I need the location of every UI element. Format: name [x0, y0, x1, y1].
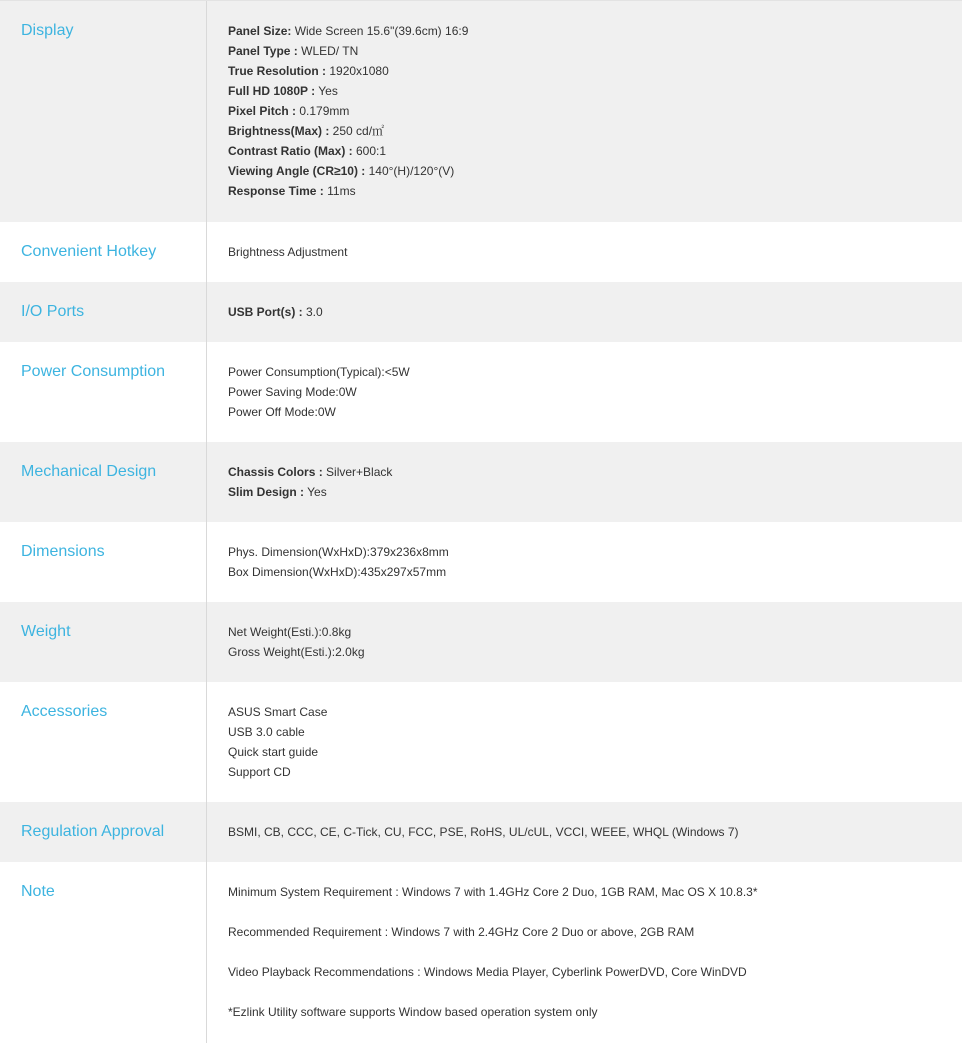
spec-text: Phys. Dimension(WxHxD):379x236x8mm	[228, 545, 449, 559]
spec-key: Slim Design :	[228, 485, 305, 499]
spec-label: I/O Ports	[0, 282, 207, 342]
spec-row	[0, 342, 962, 442]
spec-label: Weight	[0, 602, 207, 682]
spec-text: USB 3.0 cable	[228, 725, 305, 739]
spec-text: 11ms	[323, 184, 356, 198]
spec-line	[228, 382, 962, 402]
spec-value	[207, 602, 962, 682]
spec-line	[228, 101, 962, 121]
spec-value	[207, 802, 962, 862]
spec-row	[0, 602, 962, 682]
spec-line	[228, 1002, 962, 1022]
spec-label: Note	[0, 862, 207, 1043]
spec-text: Box Dimension(WxHxD):435x297x57mm	[228, 565, 447, 579]
spec-line	[228, 362, 962, 382]
spec-label: Display	[0, 1, 207, 222]
spec-line	[228, 41, 962, 61]
spec-line	[228, 742, 962, 762]
spec-text: Power Saving Mode:0W	[228, 385, 357, 399]
spec-text: ASUS Smart Case	[228, 705, 328, 719]
spec-text: Power Off Mode:0W	[228, 405, 336, 419]
spec-line	[228, 402, 962, 422]
spec-key: True Resolution :	[228, 64, 327, 78]
spec-text: Brightness Adjustment	[228, 245, 348, 259]
spec-row	[0, 802, 962, 862]
spec-line	[228, 762, 962, 782]
spec-label: Mechanical Design	[0, 442, 207, 522]
spec-line	[228, 61, 962, 81]
spec-key: Viewing Angle (CR≥10) :	[228, 164, 366, 178]
spec-text: Support CD	[228, 765, 291, 779]
spec-value	[207, 282, 962, 342]
spec-key: USB Port(s) :	[228, 305, 303, 319]
spec-text: Yes	[315, 84, 338, 98]
spec-label: Dimensions	[0, 522, 207, 602]
spec-line	[228, 302, 962, 322]
spec-label: Regulation Approval	[0, 802, 207, 862]
spec-row	[0, 862, 962, 1043]
spec-text: Recommended Requirement : Windows 7 with 2.4GHz Core 2 Duo or above, 2GB RAM	[228, 925, 695, 939]
spec-row	[0, 442, 962, 522]
spec-text: 3.0	[302, 305, 323, 319]
spec-value	[207, 222, 962, 282]
spec-line	[228, 882, 962, 902]
spec-line	[228, 722, 962, 742]
spec-line	[228, 462, 962, 482]
spec-text: 140°(H)/120°(V)	[365, 164, 455, 178]
spec-text: WLED/ TN	[297, 44, 359, 58]
spec-value	[207, 522, 962, 602]
spec-text: Quick start guide	[228, 745, 319, 759]
spec-value	[207, 1, 962, 222]
spec-line	[228, 702, 962, 722]
spec-text: 600:1	[352, 144, 387, 158]
spec-line	[228, 562, 962, 582]
spec-line	[228, 482, 962, 502]
spec-text: 250 cd/㎡	[329, 124, 385, 138]
spec-row	[0, 522, 962, 602]
spec-key: Brightness(Max) :	[228, 124, 330, 138]
spec-value	[207, 442, 962, 522]
spec-row	[0, 282, 962, 342]
spec-value	[207, 682, 962, 802]
spec-line	[228, 922, 962, 942]
spec-line	[228, 141, 962, 161]
spec-key: Pixel Pitch :	[228, 104, 297, 118]
spec-text: Power Consumption(Typical):<5W	[228, 365, 410, 379]
spec-text: BSMI, CB, CCC, CE, C-Tick, CU, FCC, PSE, RoHS, UL/cUL, VCCI, WEEE, WHQL (Windows 7)	[228, 825, 739, 839]
spec-line	[228, 21, 962, 41]
spec-label: Accessories	[0, 682, 207, 802]
spec-line	[228, 181, 962, 201]
spec-line	[228, 121, 962, 141]
spec-line	[228, 542, 962, 562]
spec-line	[228, 242, 962, 262]
spec-text: 0.179mm	[296, 104, 350, 118]
spec-label: Power Consumption	[0, 342, 207, 442]
spec-text: Gross Weight(Esti.):2.0kg	[228, 645, 365, 659]
spec-key: Panel Type :	[228, 44, 298, 58]
spec-text: Silver+Black	[322, 465, 393, 479]
spec-line	[228, 822, 962, 842]
spec-text: Video Playback Recommendations : Windows Media Player, Cyberlink PowerDVD, Core WinDVD	[228, 965, 747, 979]
spec-key: Chassis Colors :	[228, 465, 323, 479]
spec-text: 1920x1080	[326, 64, 389, 78]
spec-value	[207, 862, 962, 1043]
spec-key: Contrast Ratio (Max) :	[228, 144, 353, 158]
spec-row	[0, 1, 962, 222]
spec-key: Response Time :	[228, 184, 324, 198]
spec-text: Wide Screen 15.6"(39.6cm) 16:9	[291, 24, 469, 38]
spec-text: Minimum System Requirement : Windows 7 with 1.4GHz Core 2 Duo, 1GB RAM, Mac OS X 10.8.3*	[228, 885, 758, 899]
spec-line	[228, 622, 962, 642]
spec-text: *Ezlink Utility software supports Window based operation system only	[228, 1005, 598, 1019]
spec-text: Net Weight(Esti.):0.8kg	[228, 625, 352, 639]
spec-line	[228, 161, 962, 181]
spec-text: Yes	[304, 485, 327, 499]
spec-label: Convenient Hotkey	[0, 222, 207, 282]
spec-line	[228, 962, 962, 982]
spec-value	[207, 342, 962, 442]
spec-line	[228, 642, 962, 662]
spec-line	[228, 81, 962, 101]
spec-row	[0, 682, 962, 802]
spec-row	[0, 222, 962, 282]
spec-key: Panel Size:	[228, 24, 292, 38]
spec-key: Full HD 1080P :	[228, 84, 316, 98]
